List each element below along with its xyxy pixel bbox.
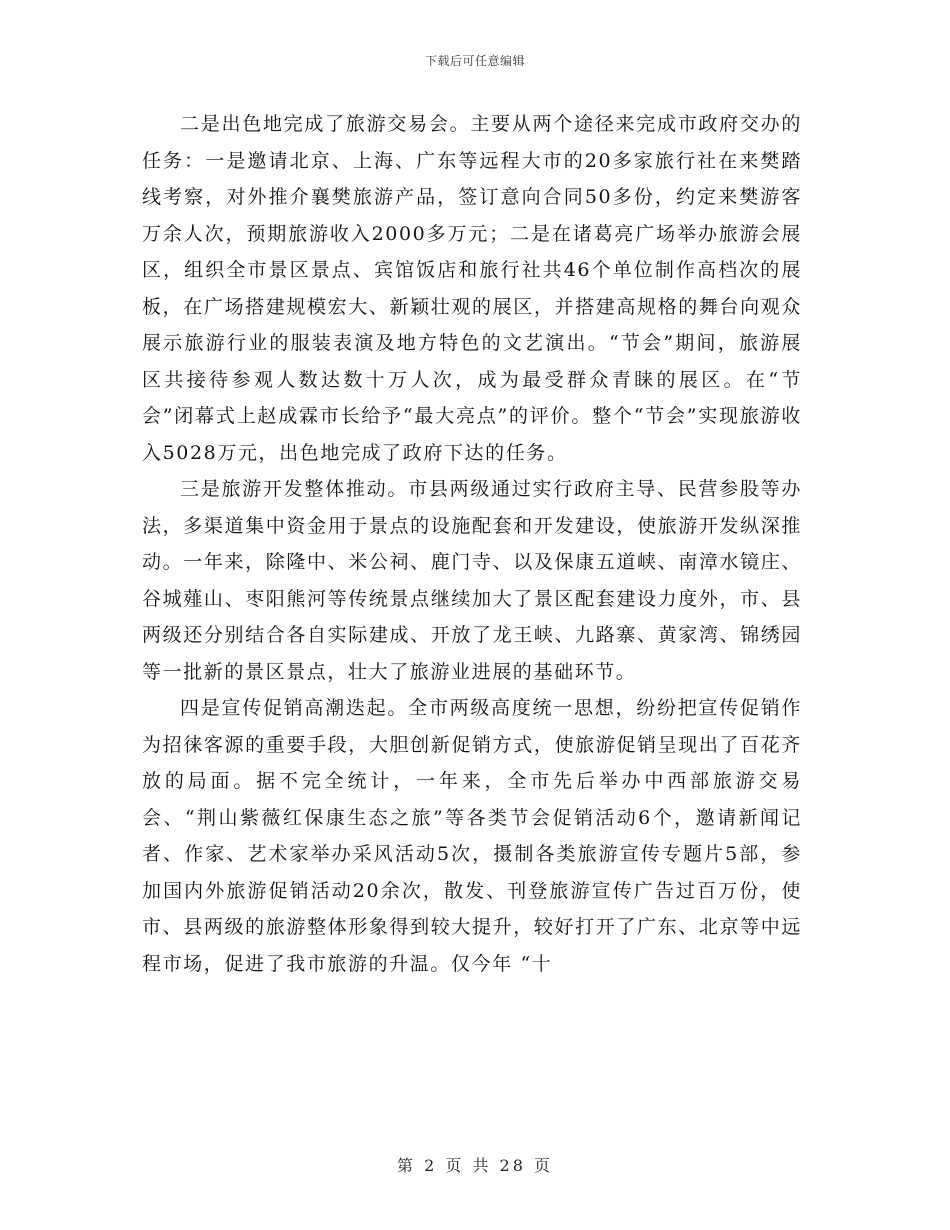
paragraph-trade-fair: 二是出色地完成了旅游交易会。主要从两个途径来完成市政府交办的任务：一是邀请北京、上海、广东等远程大市的20多家旅行社在来樊踏线考察，对外推介襄樊旅游产品，签订意向合同50多份，约定来樊游客万余人次，预期旅游收入2000多万元；二是在诸葛亮广场举办旅游会展区，组织全市景区景点、宾馆饭店和旅行社共46个单位制作高档次的展板，在广场搭建规模宏大、新颖壮观的展区，并搭建高规格的舞台向观众展示旅游行业的服装表演及地方特色的文艺演出。“节会”期间，旅游展区共接待参观人数达数十万人次，成为最受群众青睐的展区。在“节会”闭幕式上赵成霖市长给予“最大亮点”的评价。整个“节会”实现旅游收入5028万元，出色地完成了政府下达的任务。	[142, 113, 802, 464]
document-body	[142, 106, 802, 982]
paragraph-development: 三是旅游开发整体推动。市县两级通过实行政府主导、民营参股等办法，多渠道集中资金用于景点的设施配套和开发建设，使旅游开发纵深推动。一年来，除隆中、米公祠、鹿门寺、以及保康五道峡、南漳水镜庄、谷城薤山、枣阳熊河等传统景点继续加大了景区配套建设力度外，市、县两级还分别结合各自实际建成、开放了龙王峡、九路寨、黄家湾、锦绣园等一批新的景区景点，壮大了旅游业进展的基础环节。	[142, 478, 802, 683]
page-header: 下载后可任意编辑	[424, 54, 525, 68]
paragraph-promotion: 四是宣传促销高潮迭起。全市两级高度统一思想，纷纷把宣传促销作为招徕客源的重要手段，大胆创新促销方式，使旅游促销呈现出了百花齐放的局面。据不完全统计，一年来，全市先后举办中西部旅游交易会、“荆山紫薇红保康生态之旅”等各类节会促销活动6个，邀请新闻记者、作家、艺术家举办采风活动5次，摄制各类旅游宣传专题片5部，参加国内外旅游促销活动20余次，散发、刊登旅游宣传广告过百万份，使市、县两级的旅游整体形象得到较大提升，较好打开了广东、北京等中远程市场，促进了我市旅游的升温。仅今年 “十	[142, 697, 802, 975]
page-footer: 第 2 页 共 28 页	[397, 1156, 553, 1175]
